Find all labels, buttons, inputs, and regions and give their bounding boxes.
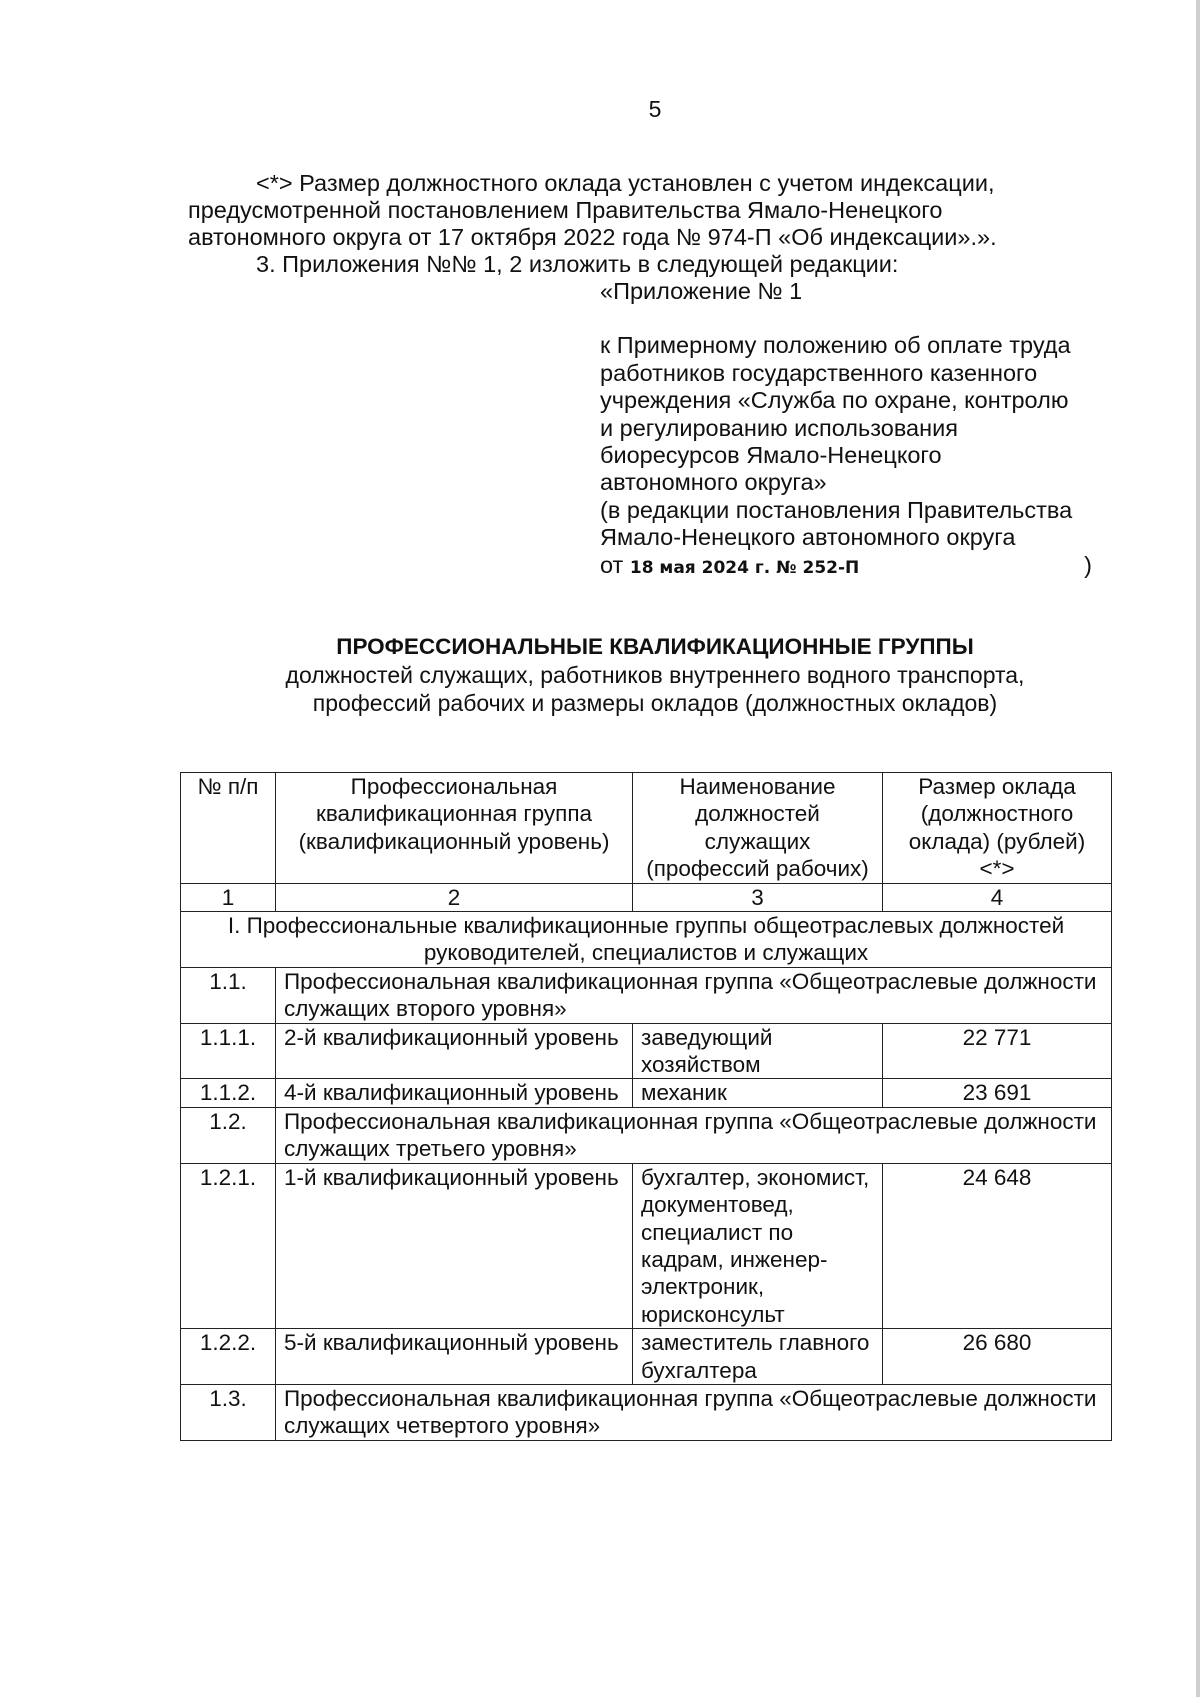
header-cell: Наименование должностей служащих (профессий рабочих) [633, 773, 883, 884]
appendix-title: «Приложение № 1 [600, 278, 803, 304]
qualification-level: 2-й квалификационный уровень [276, 1023, 633, 1079]
row-number: 1.3. [181, 1384, 276, 1440]
footnote-line: автономного округа от 17 октября 2022 года № 974-П «Об индексации».». [188, 224, 997, 250]
salary-value: 26 680 [883, 1329, 1112, 1385]
section-title: I. Профессиональные квалификационные группы общеотраслевых должностей руководителей, специалистов и служащих [181, 912, 1112, 968]
header-cell: Размер оклада (должностного оклада) (рублей) <*> [883, 773, 1112, 884]
table-row [181, 1079, 1112, 1107]
appendix-line: Ямало-Ненецкого автономного округа [600, 524, 1016, 551]
qualification-level: 1-й квалификационный уровень [276, 1163, 633, 1328]
qualification-level: 5-й квалификационный уровень [276, 1329, 633, 1385]
footnote-line: <*> Размер должностного оклада установлен с учетом индексации, [256, 170, 995, 196]
appendix-line: (в редакции постановления Правительства [600, 496, 1073, 523]
appendix-line: к Примерному положению об оплате труда [600, 332, 1071, 359]
footnote-paragraph [188, 170, 1123, 251]
positions: заведующий хозяйством [633, 1023, 883, 1079]
group-title: Профессиональная квалификационная группа «Общеотраслевые должности служащих второго уровня» [276, 967, 1112, 1023]
group-row [181, 1107, 1112, 1163]
page-number: 5 [648, 96, 662, 122]
salary-table [180, 772, 1112, 1441]
heading-subtitle: профессий рабочих и размеры окладов (должностных окладов) [312, 690, 998, 716]
column-number-row [181, 883, 1112, 911]
date-suffix: ) [1084, 551, 1092, 578]
appendix-line: и регулированию использования [600, 414, 958, 441]
scan-edge [1196, 0, 1200, 1697]
positions: заместитель главного бухгалтера [633, 1329, 883, 1385]
positions: механик [633, 1079, 883, 1107]
row-number: 1.1. [181, 967, 276, 1023]
positions: бухгалтер, экономист, документовед, специалист по кадрам, инженер-электроник, юрисконсульт [633, 1163, 883, 1328]
appendix-line: учреждения «Служба по охране, контролю [600, 387, 1069, 414]
qualification-level: 4-й квалификационный уровень [276, 1079, 633, 1107]
row-number: 1.2.2. [181, 1329, 276, 1385]
appendix-line: работников государственного казенного [600, 359, 1038, 386]
heading-title: ПРОФЕССИОНАЛЬНЫЕ КВАЛИФИКАЦИОННЫЕ ГРУППЫ [336, 634, 974, 659]
appendix-line: автономного округа» [600, 469, 827, 496]
group-row [181, 967, 1112, 1023]
item-3-text: 3. Приложения №№ 1, 2 изложить в следующей редакции: [256, 251, 899, 277]
decree-date: 18 мая 2024 г. № 252-П [629, 557, 860, 578]
appendix-date-line [600, 552, 1120, 582]
column-number: 1 [181, 883, 276, 911]
table-header-row [181, 773, 1112, 884]
salary-value: 22 771 [883, 1023, 1112, 1079]
row-number: 1.2. [181, 1107, 276, 1163]
appendix-block [600, 278, 1120, 582]
document-heading [0, 633, 1200, 717]
heading-subtitle: должностей служащих, работников внутреннего водного транспорта, [285, 662, 1025, 688]
salary-value: 23 691 [883, 1079, 1112, 1107]
column-number: 2 [276, 883, 633, 911]
row-number: 1.1.1. [181, 1023, 276, 1079]
table-row [181, 1023, 1112, 1079]
date-prefix: от [600, 551, 624, 578]
header-cell: Профессиональная квалификационная группа (квалификационный уровень) [276, 773, 633, 884]
salary-value: 24 648 [883, 1163, 1112, 1328]
table-row [181, 1329, 1112, 1385]
group-title: Профессиональная квалификационная группа «Общеотраслевые должности служащих четвертого уровня» [276, 1384, 1112, 1440]
header-cell: № п/п [181, 773, 276, 884]
table-row [181, 1163, 1112, 1328]
column-number: 4 [883, 883, 1112, 911]
row-number: 1.1.2. [181, 1079, 276, 1107]
group-title: Профессиональная квалификационная группа «Общеотраслевые должности служащих третьего уровня» [276, 1107, 1112, 1163]
section-row [181, 912, 1112, 968]
appendix-line: биоресурсов Ямало-Ненецкого [600, 442, 942, 469]
group-row [181, 1384, 1112, 1440]
column-number: 3 [633, 883, 883, 911]
footnote-line: предусмотренной постановлением Правительства Ямало-Ненецкого [188, 197, 943, 223]
row-number: 1.2.1. [181, 1163, 276, 1328]
